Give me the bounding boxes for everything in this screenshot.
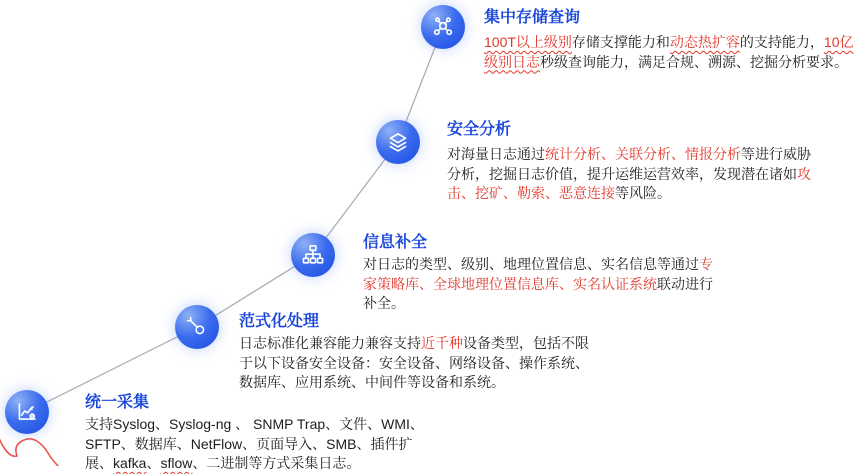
text-segment: 专家策略库、全球地理位置信息库、实名认证系统 (363, 256, 713, 292)
key-icon (184, 314, 210, 340)
step-centralized-storage (484, 4, 864, 72)
red-swoosh-decoration (0, 436, 60, 466)
text-segment: 、二进制等方式采集日志。 (192, 455, 361, 471)
sitemap-icon (300, 242, 326, 268)
step-node-unified-collection (5, 390, 49, 434)
text-segment: 100T以上级别 (484, 34, 572, 50)
step-description (447, 145, 813, 204)
text-segment: 近千种 (421, 335, 463, 351)
text-segment: 统计分析、关联分析、情报分析 (545, 146, 741, 162)
step-info-completion (363, 229, 725, 314)
text-segment: 对海量日志通过 (447, 146, 545, 162)
text-segment: kafka (113, 455, 147, 471)
step-title: 信息补全 (363, 234, 428, 251)
text-segment: 等风险。 (615, 185, 671, 201)
step-security-analysis (447, 116, 813, 204)
step-title: 统一采集 (85, 394, 150, 411)
line-chart-icon (14, 399, 40, 425)
text-segment: 动态热扩容 (669, 34, 740, 50)
text-segment: 等进行威胁分析，挖掘日志价值，提升运维运营效率，发现潜在诸如 (447, 146, 811, 182)
step-node-security-analysis (376, 120, 420, 164)
text-segment: 10亿级别日志 (484, 34, 854, 70)
layers-icon (385, 129, 411, 155)
step-title: 范式化处理 (239, 313, 320, 330)
step-node-info-completion (291, 233, 335, 277)
step-node-centralized-storage (421, 5, 465, 49)
step-node-normalization (175, 305, 219, 349)
text-segment: 秒级查询能力，满足合规、溯源、挖掘分析要求。 (540, 53, 848, 70)
step-normalization (239, 308, 601, 393)
text-segment: 攻击、挖矿、勒索、恶意连接 (447, 165, 811, 201)
step-unified-collection (85, 389, 431, 474)
text-segment: 存储支撑能力和 (571, 34, 670, 50)
text-segment: 、 (146, 455, 161, 471)
step-title: 集中存储查询 (484, 9, 581, 26)
text-segment: 联动进行补全。 (363, 275, 713, 311)
text-segment: 日志标准化兼容能力兼容支持 (239, 335, 421, 351)
text-segment: 设备类型，包括不限于以下设备安全设备：安全设备、网络设备、操作系统、数据库、应用系统、中间件等设备和系统。 (239, 335, 589, 390)
step-title: 安全分析 (447, 121, 512, 138)
text-segment: sflow (160, 455, 193, 471)
text-segment: 对日志的类型、级别、地理位置信息、实名信息等通过 (363, 256, 699, 272)
step-description (85, 415, 431, 474)
step-description (484, 33, 864, 72)
text-segment: 的支持能力， (739, 34, 824, 50)
step-description (239, 334, 601, 393)
text-segment: 支持Syslog、Syslog-ng 、 SNMP Trap、文件、WMI、SFTP、数据库、NetFlow、页面导入、SMB、插件扩展、 (85, 416, 424, 471)
step-description (363, 255, 725, 314)
molecule-network-icon (430, 14, 456, 40)
